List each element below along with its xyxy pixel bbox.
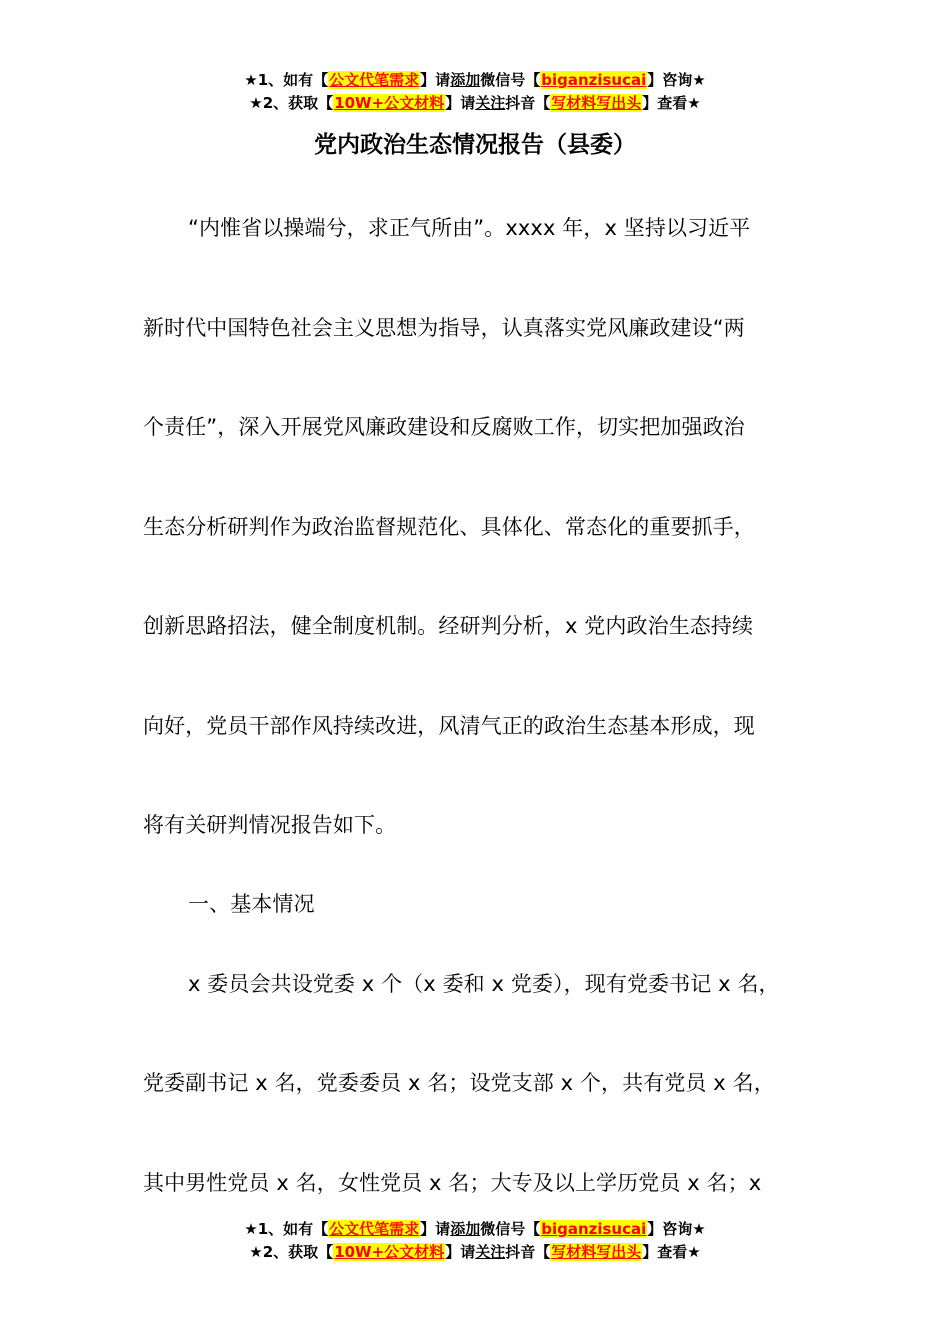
- promo-banner-top: [0, 69, 950, 115]
- promo-line-1: [0, 69, 950, 92]
- promo-text: 抖音【: [505, 94, 551, 112]
- promo-underline: 关注: [475, 94, 506, 112]
- promo-text: ★2、获取【: [249, 94, 334, 112]
- body-line: 其中男性党员 x 名，女性党员 x 名；大专及以上学历党员 x 名；x: [143, 1171, 762, 1195]
- promo-highlight: 公文代笔需求: [329, 1220, 420, 1238]
- promo-text: 】查看★: [642, 1243, 701, 1261]
- body-line: 新时代中国特色社会主义思想为指导，认真落实党风廉政建设“两: [143, 316, 745, 340]
- body-line: 将有关研判情况报告如下。: [143, 813, 397, 837]
- promo-highlight: 公文代笔需求: [329, 71, 420, 89]
- promo-line-2: [0, 1241, 950, 1264]
- body-line: 向好，党员干部作风持续改进，风清气正的政治生态基本形成，现: [143, 714, 755, 738]
- body-line: 党委副书记 x 名，党委委员 x 名；设党支部 x 个，共有党员 x 名，: [143, 1071, 775, 1095]
- promo-highlight: 10W+公文材料: [334, 1243, 445, 1261]
- promo-text: 】咨询★: [647, 71, 706, 89]
- promo-underline: 添加: [450, 1220, 481, 1238]
- promo-line-2: [0, 92, 950, 115]
- promo-underline: 添加: [450, 71, 481, 89]
- promo-douyin-id: 写材料写出头: [551, 94, 642, 112]
- body-line: “内惟省以操端兮，求正气所由”。xxxx 年，x 坚持以习近平: [188, 216, 751, 240]
- promo-underline: 关注: [475, 1243, 506, 1261]
- promo-text: 】请: [420, 1220, 451, 1238]
- promo-text: 微信号【: [480, 1220, 541, 1238]
- promo-highlight: 10W+公文材料: [334, 94, 445, 112]
- promo-line-1: [0, 1218, 950, 1241]
- promo-text: 】请: [445, 94, 476, 112]
- promo-text: 】咨询★: [647, 1220, 706, 1238]
- body-line: 个责任”，深入开展党风廉政建设和反腐败工作，切实把加强政治: [143, 415, 745, 439]
- promo-text: 微信号【: [480, 71, 541, 89]
- document-title: 党内政治生态情况报告（县委）: [314, 132, 636, 158]
- section-heading: 一、基本情况: [188, 892, 315, 916]
- body-line: 创新思路招法，健全制度机制。经研判分析，x 党内政治生态持续: [143, 614, 754, 638]
- promo-text: 】请: [445, 1243, 476, 1261]
- promo-wechat-id: biganzisucai: [541, 1220, 647, 1238]
- promo-text: ★1、如有【: [244, 71, 329, 89]
- promo-text: 】查看★: [642, 94, 701, 112]
- body-line: 生态分析研判作为政治监督规范化、具体化、常态化的重要抓手，: [143, 515, 755, 539]
- promo-text: 】请: [420, 71, 451, 89]
- promo-banner-bottom: [0, 1218, 950, 1264]
- promo-text: 抖音【: [505, 1243, 551, 1261]
- promo-douyin-id: 写材料写出头: [551, 1243, 642, 1261]
- promo-wechat-id: biganzisucai: [541, 71, 647, 89]
- promo-text: ★2、获取【: [249, 1243, 334, 1261]
- body-line: x 委员会共设党委 x 个（x 委和 x 党委），现有党委书记 x 名，: [188, 972, 780, 996]
- promo-text: ★1、如有【: [244, 1220, 329, 1238]
